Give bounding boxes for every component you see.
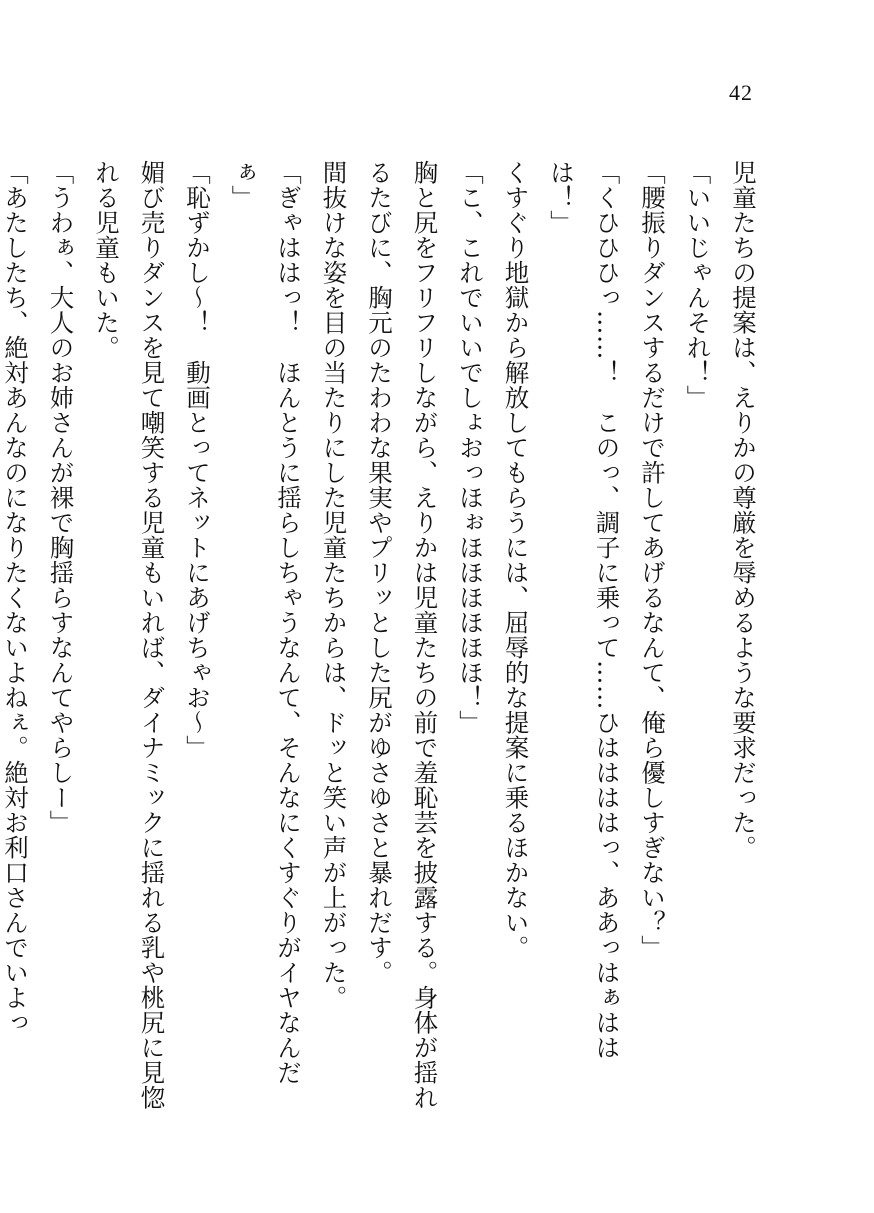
dialogue-line: 「ぎゃははっ！ ほんとうに揺らしちゃうなんて、そんなにくすぐりがイヤなんだぁ」 [228, 160, 303, 1085]
dialogue-line: 「いいじゃんそれ！」 [683, 160, 713, 410]
dialogue-line: 「こ、これでいいでしょおっほぉほほほほほほ！」 [456, 160, 485, 735]
paragraph: 間抜けな姿を目の当たりにした児童たちからは、ドッと笑い声が上がった。 [319, 160, 349, 1010]
body-text [1, 160, 766, 1120]
paragraph: 胸と尻をフリフリしながら、えりかは児童たちの前で羞恥芸を披露する。身体が揺れるたびに、胸元のたわわな果実やプリッとした尻がゆさゆさと暴れだす。 [365, 160, 440, 1110]
page-number: 42 [729, 80, 753, 105]
dialogue-line: 「腰振りダンスするだけで許してあげるなんて、俺ら優しすぎない？」 [638, 160, 667, 960]
dialogue-line: 「あたしたち、絶対あんなのになりたくないよねぇ。絶対お利口さんでいよっ [1, 160, 30, 1035]
paragraph: くすぐり地獄から解放してもらうには、屈辱的な提案に乗るほかない。 [501, 160, 531, 960]
dialogue-line: 「うわぁ、大人のお姉さんが裸で胸揺らすなんてやらしー」 [46, 160, 76, 835]
paragraph: 媚び売りダンスを見て嘲笑する児童もいれば、ダイナミックに揺れる乳や桃尻に見惚れる児童もいた。 [92, 160, 167, 1110]
dialogue-line: 「くひひひっ……！ このっ、調子に乗って……ひははははっ、ああっはぁははは！」 [547, 160, 622, 1060]
paragraph: 児童たちの提案は、えりかの尊厳を辱めるような要求だった。 [729, 160, 758, 860]
dialogue-line: 「恥ずかし～！ 動画とってネットにあげちゃお～」 [183, 160, 212, 760]
